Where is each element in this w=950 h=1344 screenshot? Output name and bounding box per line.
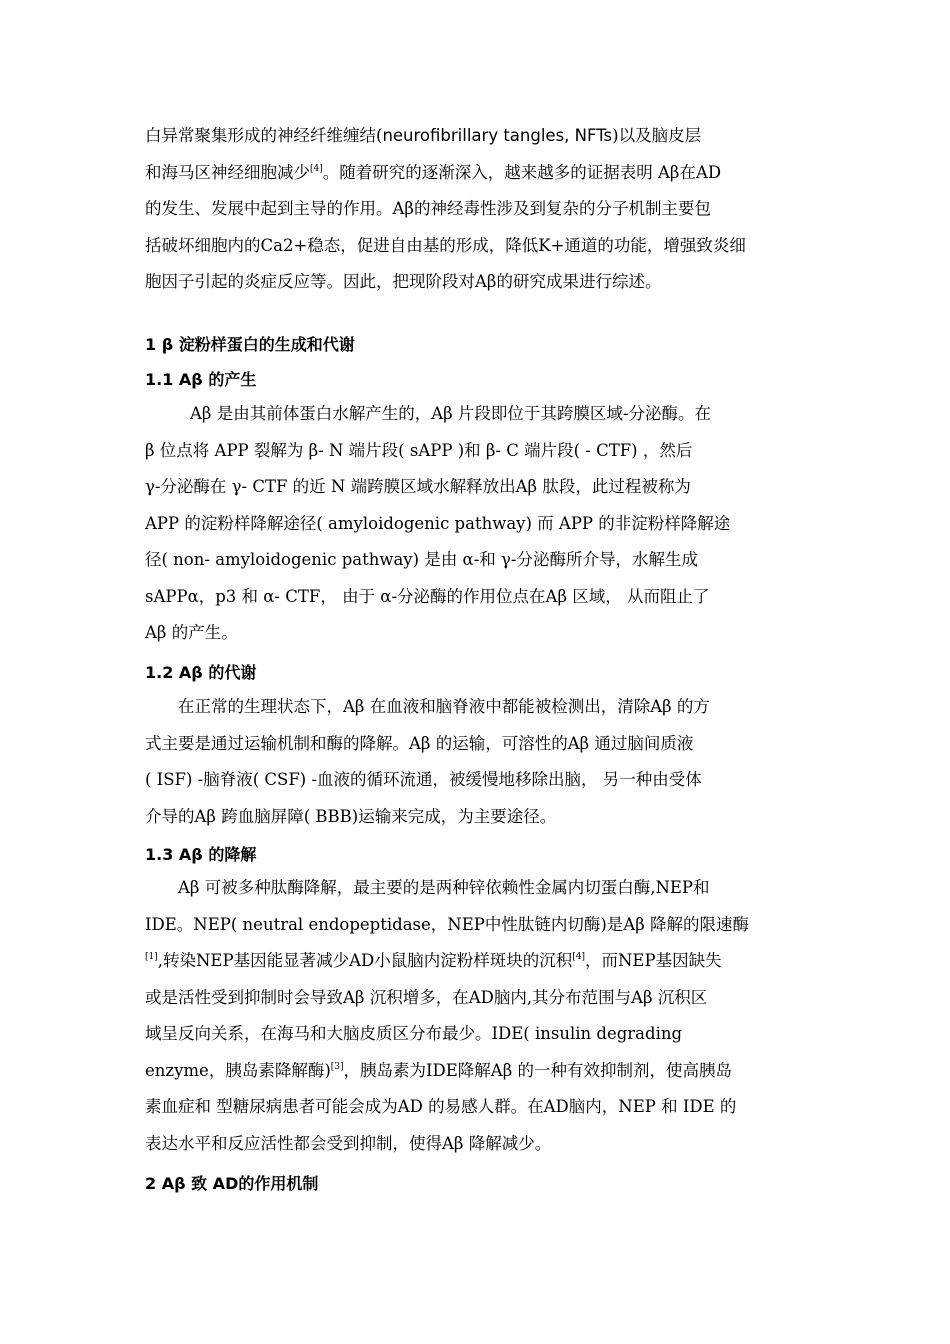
para-line: IDE。NEP( neutral endopeptidase，NEP中性肽链内切酶)是Aβ 降解的限速酶 <box>145 914 749 934</box>
para-line: APP 的淀粉样降解途径( amyloidogenic pathway) 而 APP 的非淀粉样降解途 <box>145 513 731 533</box>
citation: [4] <box>310 163 323 174</box>
intro-line-5: 胞因子引起的炎症反应等。因此，把现阶段对Aβ的研究成果进行综述。 <box>145 272 662 291</box>
section-1-2-heading: 1.2 Aβ 的代谢 <box>145 663 257 682</box>
intro-line-1: 白异常聚集形成的神经纤维缠结(neurofibrillary tangles, NFTs)以及脑皮层 <box>145 126 702 145</box>
para-line: 表达水平和反应活性都会受到抑制，使得Aβ 降解减少。 <box>145 1133 552 1153</box>
intro-line-2: 和海马区神经细胞减少[4]。随着研究的逐渐深入，越来越多的证据表明 Aβ在AD <box>145 162 722 182</box>
section-1-2-paragraph <box>145 689 808 835</box>
section-1-1-heading: 1.1 Aβ 的产生 <box>145 370 257 389</box>
para-line: ( ISF) -脑脊液( CSF) -血液的循环流通，被缓慢地移除出脑， 另一种由受体 <box>145 770 702 789</box>
intro-line-3: 的发生、发展中起到主导的作用。Aβ的神经毒性涉及到复杂的分子机制主要包 <box>145 199 711 218</box>
section-1-heading: 1 β 淀粉样蛋白的生成和代谢 <box>145 335 355 354</box>
section-1-3-paragraph <box>145 870 808 1162</box>
para-line: Aβ 可被多种肽酶降解，最主要的是两种锌依赖性金属内切蛋白酶,NEP和 <box>178 878 710 897</box>
para-line: Aβ 是由其前体蛋白水解产生的，Aβ 片段即位于其跨膜区域-分泌酶。在 <box>190 404 711 423</box>
citation: [1] <box>145 952 158 962</box>
para-line: 介导的Aβ 跨血脑屏障( BBB)运输来完成，为主要途径。 <box>145 806 557 826</box>
intro-paragraph <box>145 118 808 301</box>
section-1-3-heading: 1.3 Aβ 的降解 <box>145 845 257 864</box>
citation: [3] <box>330 1061 344 1072</box>
para-line: 域呈反向关系，在海马和大脑皮质区分布最少。IDE( insulin degrading <box>145 1024 683 1043</box>
para-line: β 位点将 APP 裂解为 β- N 端片段( sAPP )和 β- C 端片段( - CTF) ，然后 <box>145 440 693 460</box>
section-2-heading: 2 Aβ 致 AD的作用机制 <box>145 1174 319 1193</box>
para-line: γ-分泌酶在 γ- CTF 的近 N 端跨膜区域水解释放出Aβ 肽段，此过程被称为 <box>145 477 691 496</box>
para-line: 径( non- amyloidogenic pathway) 是由 α-和 γ-分泌酶所介导，水解生成 <box>145 550 698 569</box>
intro-line-4: 括破坏细胞内的Ca2+稳态，促进自由基的形成，降低K+通道的功能，增强致炎细 <box>145 235 746 255</box>
para-line: 式主要是通过运输机制和酶的降解。Aβ 的运输，可溶性的Aβ 通过脑间质液 <box>145 733 694 753</box>
para-line: enzyme，胰岛素降解酶)[3]，胰岛素为IDE降解Aβ 的一种有效抑制剂，使高胰岛 <box>145 1060 733 1080</box>
citation: [4] <box>572 952 585 962</box>
para-line: 在正常的生理状态下，Aβ 在血液和脑脊液中都能被检测出，清除Aβ 的方 <box>178 697 710 716</box>
para-line: 或是活性受到抑制时会导致Aβ 沉积增多，在AD脑内,其分布范围与Aβ 沉积区 <box>145 987 708 1007</box>
para-line: [1],转染NEP基因能显著减少AD小鼠脑内淀粉样斑块的沉积[4]，而NEP基因缺失 <box>145 951 722 970</box>
section-1-1-paragraph <box>145 396 808 652</box>
para-line: sAPPα，p3 和 α- CTF， 由于 α-分泌酶的作用位点在Aβ 区域， 从而阻止了 <box>145 586 710 606</box>
para-line: Aβ 的产生。 <box>145 623 238 642</box>
para-line: 素血症和 型糖尿病患者可能会成为AD 的易感人群。在AD脑内，NEP 和 IDE 的 <box>145 1097 737 1116</box>
